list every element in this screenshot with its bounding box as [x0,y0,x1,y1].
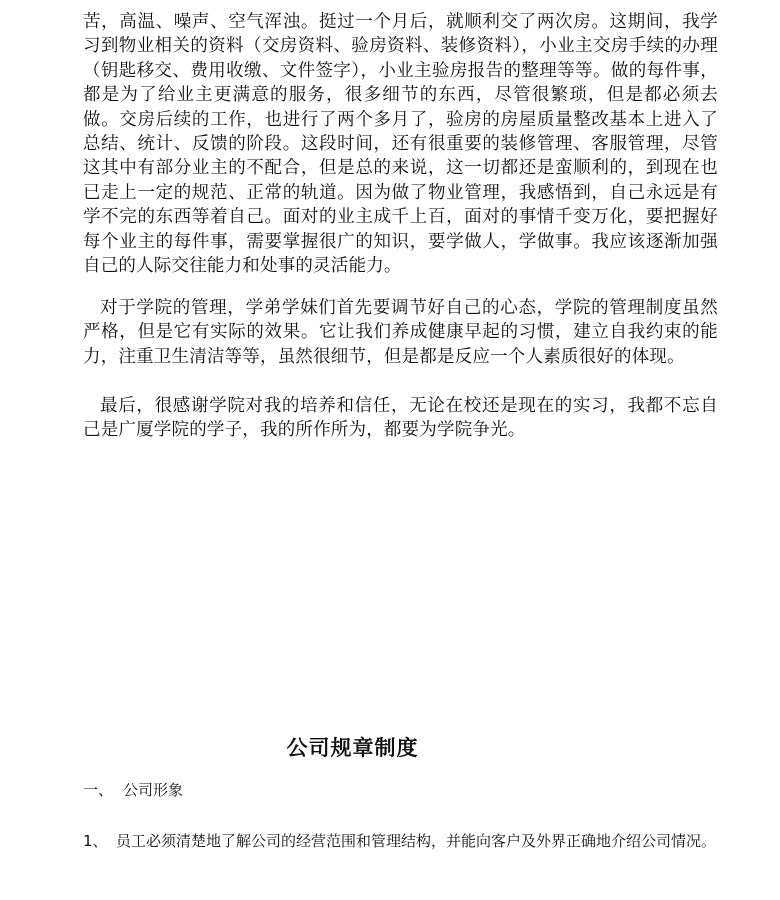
list-item-number: 1、 [83,832,108,850]
list-item-text: 员工必须清楚地了解公司的经营范围和管理结构，并能向客户及外界正确地介绍公司情况。 [116,832,717,850]
body-paragraph-2: 对于学院的管理，学弟学妹们首先要调节好自己的心态，学院的管理制度虽然严格，但是它有实际的效果。它让我们养成健康早起的习惯，建立自我约束的能力，注重卫生清洁等等，虽然很细节，但是都是反应一个人素质很好的体现。 [83,298,718,367]
document-title: 公司规章制度 [286,736,419,760]
list-item [83,829,718,854]
section-number: 一、 [83,781,114,799]
section-heading [83,779,183,800]
section-heading-text: 公司形象 [123,781,184,799]
body-paragraph-1: 苦，高温、噪声、空气浑浊。挺过一个月后，就顺利交了两次房。这期间，我学习到物业相关的资料（交房资料、验房资料、装修资料），小业主交房手续的办理（钥匙移交、费用收缴、文件签字），小业主验房报告的整理等等。做的每件事，都是为了给业主更满意的服务，很多细节的东西，尽管很繁琐，但是都必须去做。交房后续的工作，也进行了两个多月了，验房的房屋质量整改基本上进入了总结、统计、反馈的阶段。这段时间，还有很重要的装修管理、客服管理，尽管这其中有部分业主的不配合，但是总的来说，这一切都还是蛮顺利的，到现在也已走上一定的规范、正常的轨道。因为做了物业管理，我感悟到，自己永远是有学不完的东西等着自己。面对的业主成千上百，面对的事情千变万化，要把握好每个业主的每件事，需要掌握很广的知识，要学做人，学做事。我应该逐渐加强自己的人际交往能力和处事的灵活能力。 [83,12,718,277]
body-paragraph-3: 最后，很感谢学院对我的培养和信任，无论在校还是现在的实习，我都不忘自己是广厦学院的学子，我的所作所为，都要为学院争光。 [83,396,718,441]
